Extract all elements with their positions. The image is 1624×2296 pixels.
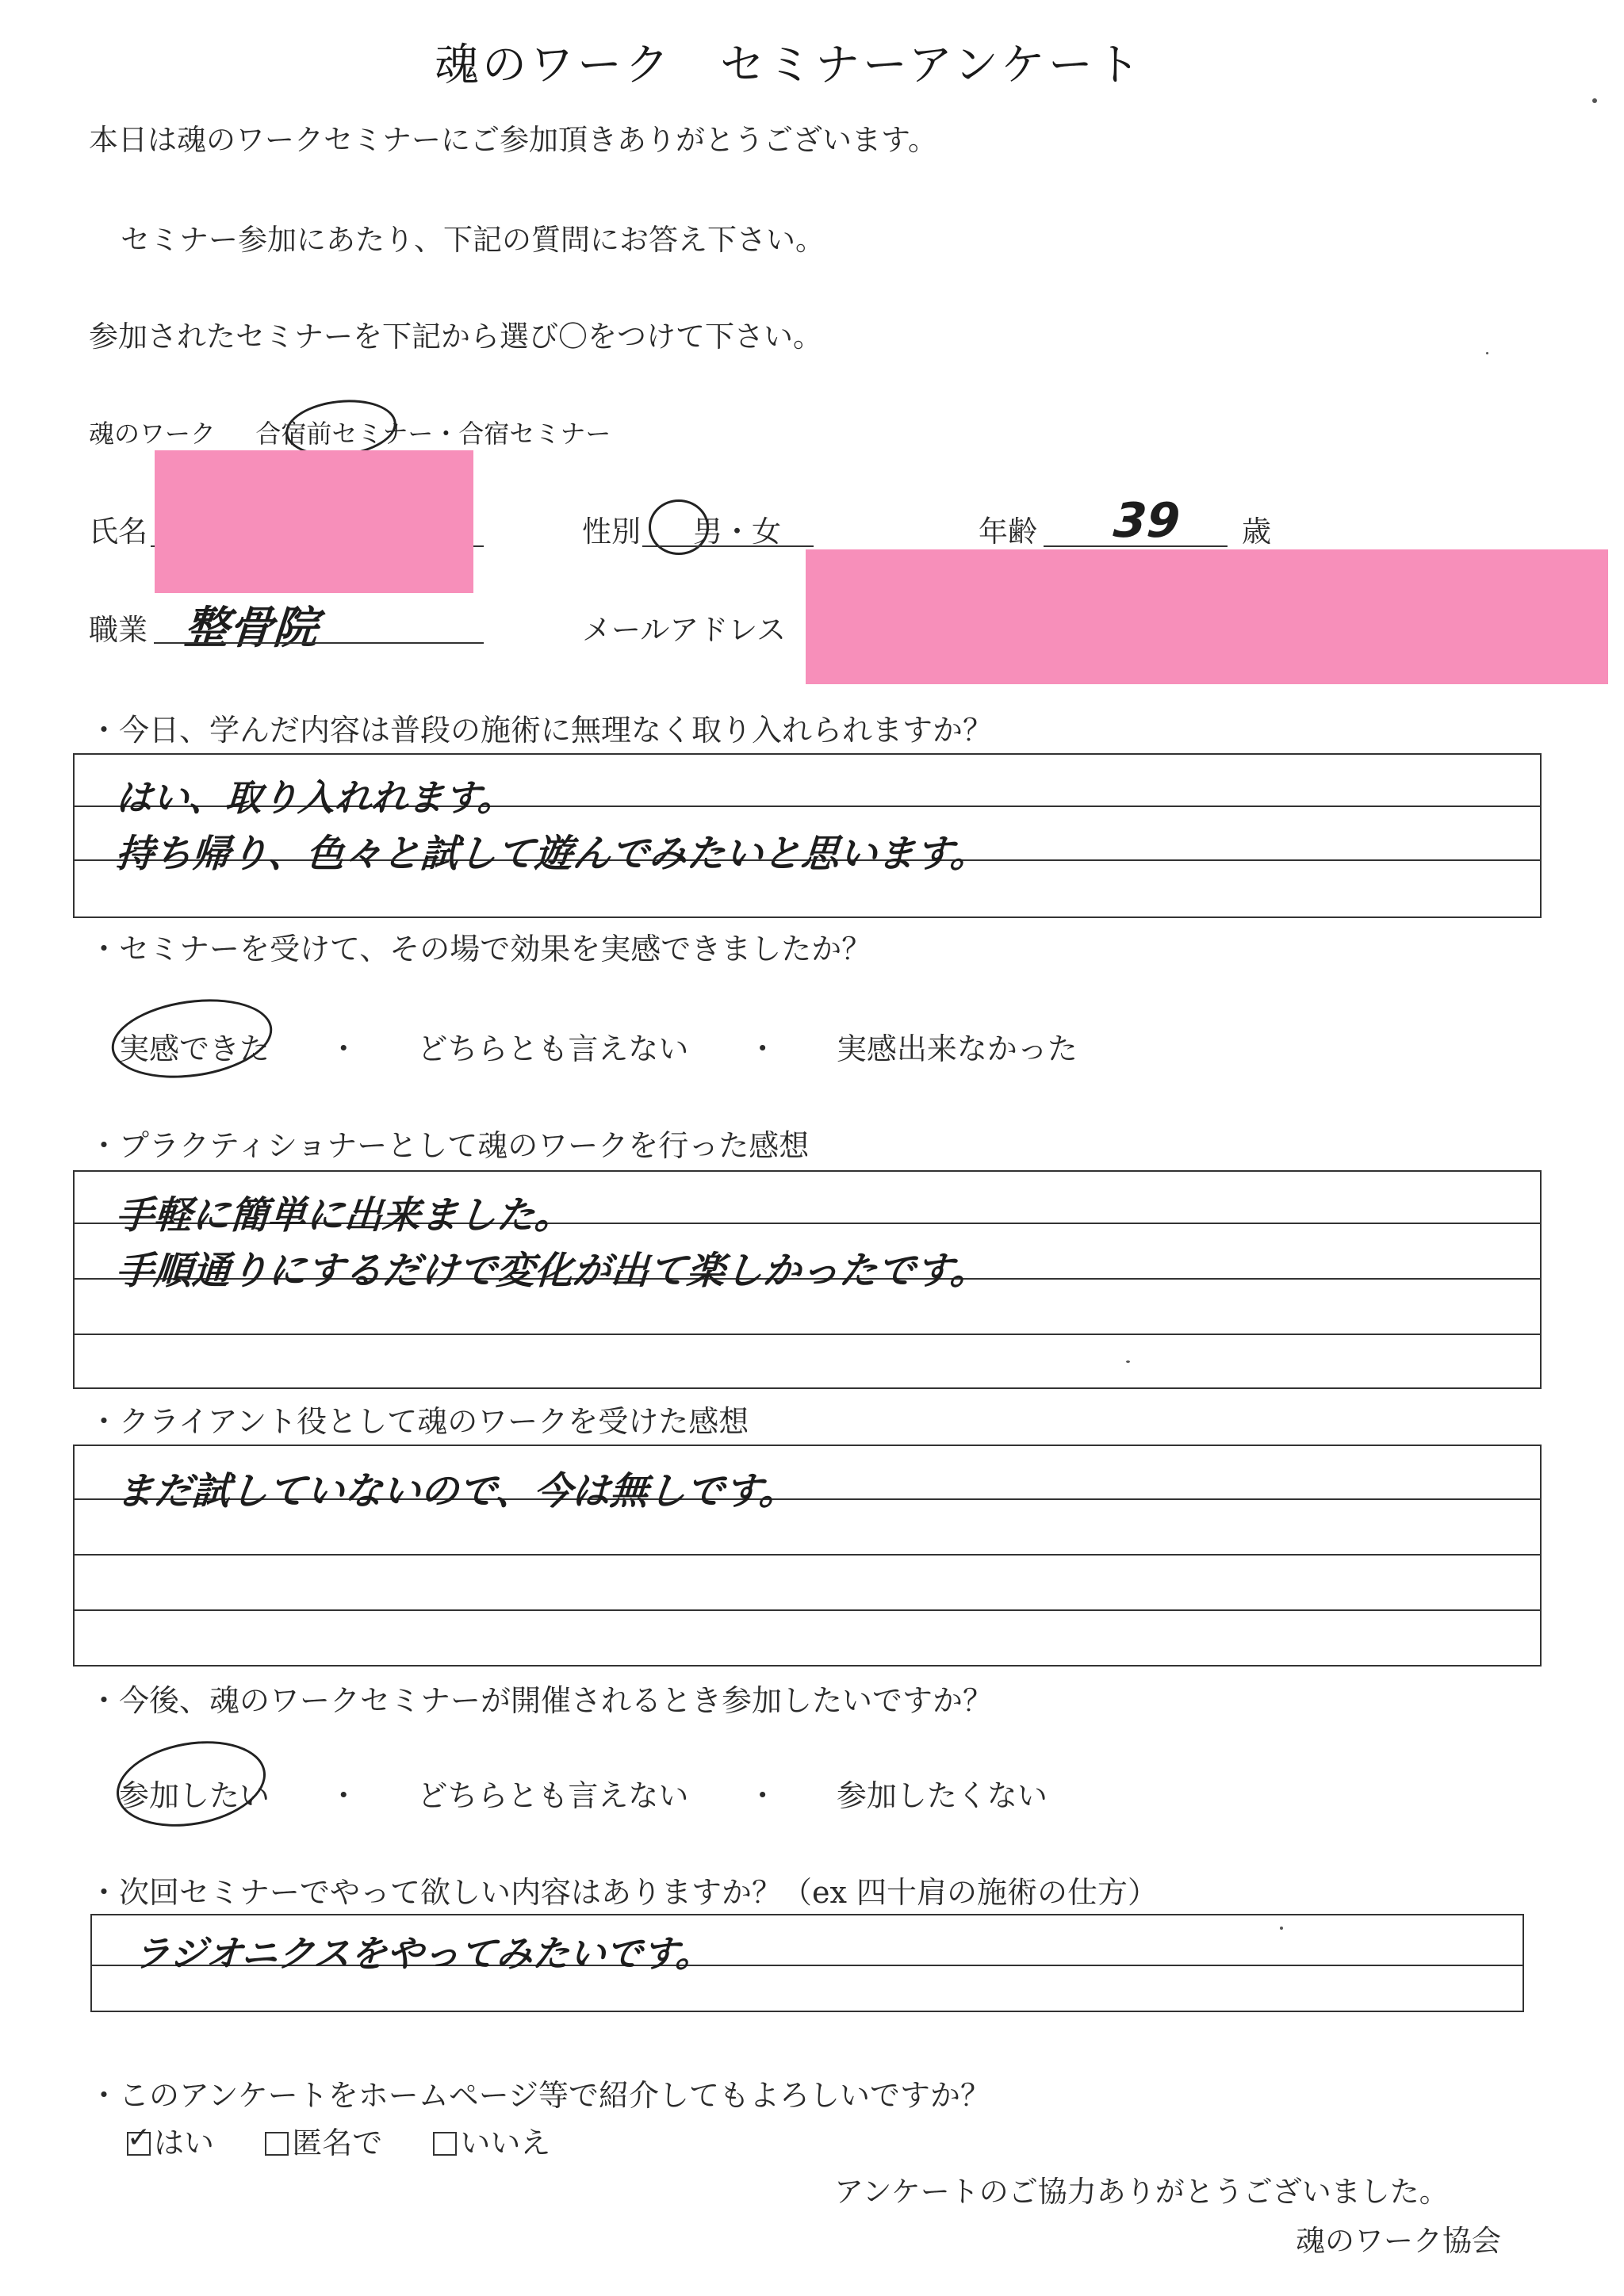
age-label: 年齢 bbox=[979, 515, 1037, 549]
q2-separator-2: ・ bbox=[747, 1031, 778, 1066]
q5-option-1[interactable]: 参加したい bbox=[119, 1778, 270, 1813]
closing-thanks: アンケートのご協力ありがとうございました。 bbox=[834, 2175, 1449, 2209]
q6-answer-box bbox=[90, 1914, 1524, 2012]
check-icon: ✓ bbox=[127, 2122, 151, 2154]
q4-answer-line-1[interactable]: まだ試していないので、今は無しです。 bbox=[114, 1469, 799, 1513]
seminar-option-pre[interactable]: 合宿前セミナー bbox=[255, 419, 434, 449]
q5-separator-2: ・ bbox=[747, 1778, 778, 1813]
q6-text: ・次回セミナーでやって欲しい内容はありますか？（ex 四十肩の施術の仕方） bbox=[89, 1875, 1159, 1910]
q3-answer-line-1[interactable]: 手軽に簡単に出来ました。 bbox=[114, 1193, 575, 1238]
gender-female[interactable]: 女 bbox=[752, 515, 781, 549]
gender-underline bbox=[642, 545, 814, 547]
q7-options bbox=[127, 2118, 550, 2162]
gender-label: 性別 bbox=[582, 515, 641, 549]
q5-separator-1: ・ bbox=[328, 1778, 359, 1813]
q3-answer-box bbox=[73, 1170, 1542, 1389]
intro-line-1: 本日は魂のワークセミナーにご参加頂きありがとうございます。 bbox=[89, 123, 938, 157]
q7-yes-label: はい bbox=[154, 2126, 215, 2160]
email-label: メールアドレス bbox=[582, 613, 787, 647]
job-value[interactable]: 整骨院 bbox=[182, 603, 320, 654]
closing-organization: 魂のワーク協会 bbox=[1296, 2224, 1501, 2258]
seminar-separator: ・ bbox=[433, 419, 459, 449]
q6-answer-line-1[interactable]: ラジオニクスをやってみたいです。 bbox=[132, 1932, 714, 1975]
job-label: 職業 bbox=[89, 613, 147, 647]
q7-text: ・このアンケートをホームページ等で紹介してもよろしいですか？ bbox=[89, 2078, 990, 2113]
q2-option-3[interactable]: 実感出来なかった bbox=[836, 1031, 1078, 1066]
q2-selected-circle bbox=[106, 989, 277, 1087]
name-label: 氏名 bbox=[89, 515, 147, 549]
intro-line-3: 参加されたセミナーを下記から選び〇をつけて下さい。 bbox=[89, 320, 822, 354]
q2-option-2[interactable]: どちらとも言えない bbox=[417, 1031, 689, 1066]
q7-yes-checkbox[interactable] bbox=[127, 2122, 151, 2156]
age-unit: 歳 bbox=[1242, 515, 1271, 549]
q1-answer-line-1[interactable]: はい、取り入れれます。 bbox=[114, 776, 516, 819]
q7-no-label: いいえ bbox=[460, 2126, 551, 2160]
seminar-option-camp[interactable]: 合宿セミナー bbox=[458, 419, 611, 449]
job-underline bbox=[154, 642, 484, 644]
age-value[interactable]: 39 bbox=[1112, 493, 1182, 549]
q5-selected-circle bbox=[109, 1730, 272, 1837]
gender-separator: ・ bbox=[722, 515, 752, 549]
q2-separator-1: ・ bbox=[328, 1031, 359, 1066]
q7-option-anon[interactable] bbox=[265, 2126, 382, 2160]
q5-option-2[interactable]: どちらとも言えない bbox=[417, 1778, 689, 1813]
q5-option-3[interactable]: 参加したくない bbox=[836, 1778, 1048, 1813]
q7-anon-checkbox[interactable] bbox=[265, 2132, 289, 2156]
scan-speck bbox=[1592, 98, 1597, 103]
q5-text: ・今後、魂のワークセミナーが開催されるとき参加したいですか？ bbox=[89, 1683, 994, 1718]
q3-text: ・プラクティショナーとして魂のワークを行った感想 bbox=[89, 1128, 810, 1163]
q7-option-no[interactable] bbox=[433, 2126, 550, 2160]
email-redaction bbox=[806, 549, 1608, 684]
q2-text: ・セミナーを受けて、その場で効果を実感できましたか？ bbox=[89, 932, 872, 966]
scan-speck bbox=[1126, 1360, 1130, 1363]
q7-no-checkbox[interactable] bbox=[433, 2132, 457, 2156]
name-redaction bbox=[155, 450, 473, 593]
q3-answer-line-2[interactable]: 手順通りにするだけで変化が出て楽しかったです。 bbox=[114, 1249, 990, 1293]
q7-anon-label: 匿名で bbox=[292, 2126, 383, 2160]
q1-text: ・今日、学んだ内容は普段の施術に無理なく取り入れられますか？ bbox=[89, 713, 994, 748]
scan-speck bbox=[1486, 352, 1488, 354]
q2-option-1[interactable]: 実感できた bbox=[119, 1031, 270, 1066]
page-title: 魂のワーク セミナーアンケート bbox=[435, 40, 1143, 91]
q4-answer-box bbox=[73, 1445, 1542, 1667]
q1-answer-box bbox=[73, 753, 1542, 918]
gender-male[interactable]: 男 bbox=[693, 515, 722, 549]
q1-answer-line-2[interactable]: 持ち帰り、色々と試して遊んでみたいと思います。 bbox=[114, 832, 990, 876]
q7-option-yes[interactable] bbox=[127, 2122, 215, 2160]
q4-text: ・クライアント役として魂のワークを受けた感想 bbox=[89, 1404, 749, 1439]
age-underline bbox=[1044, 545, 1228, 547]
seminar-prefix: 魂のワーク bbox=[89, 419, 216, 449]
intro-line-2: セミナー参加にあたり、下記の質問にお答え下さい。 bbox=[121, 223, 825, 257]
scan-speck bbox=[1280, 1927, 1283, 1930]
